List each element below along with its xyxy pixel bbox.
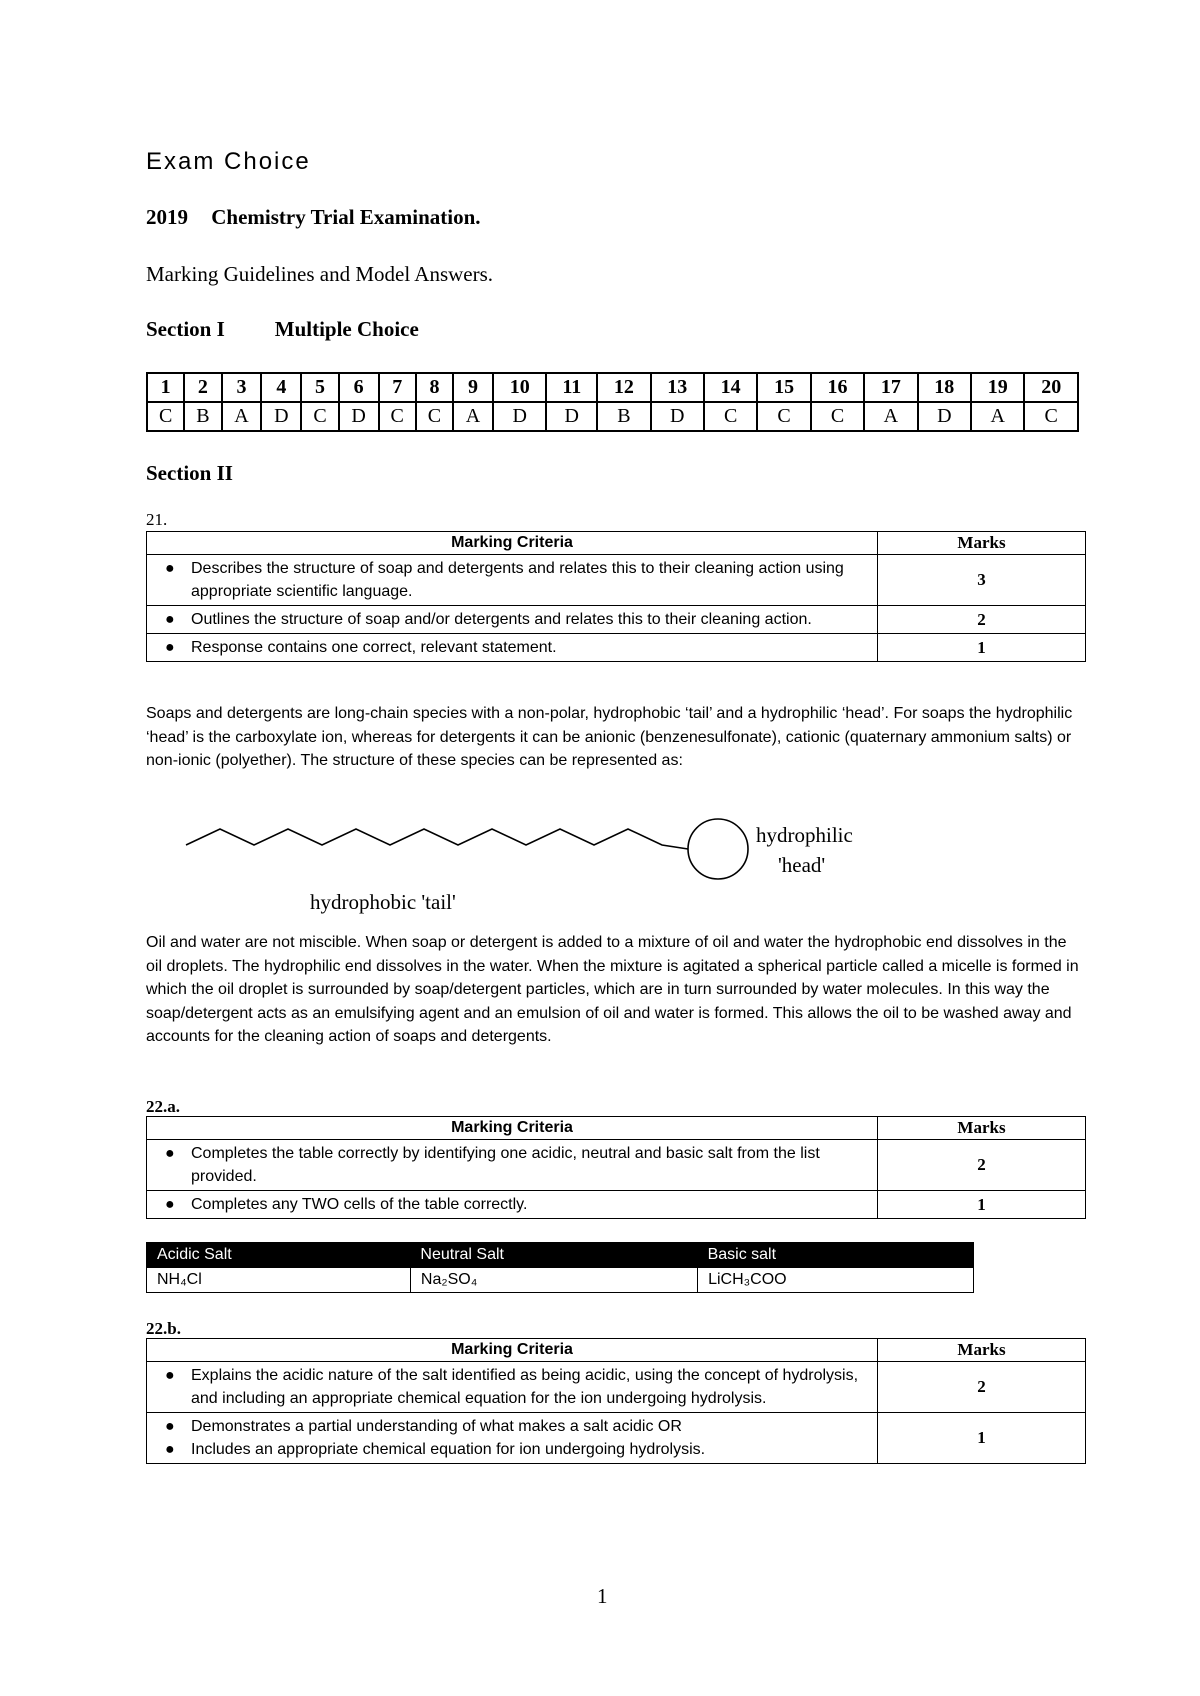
criteria-text: Completes any TWO cells of the table correctly. [191,1196,528,1213]
question-number: 13 [651,373,704,402]
exam-year: 2019 [146,205,188,229]
question-number: 16 [811,373,864,402]
criteria-row [147,606,1086,634]
criteria-row [147,1140,1086,1191]
question-number: 7 [379,373,416,402]
question-22a-label: 22.a. [146,1097,180,1116]
answer-letter: C [811,402,864,431]
tail-label: hydrophobic 'tail' [310,890,456,914]
hydrophobic-tail-chain [186,829,688,849]
bullet-icon: ● [165,611,175,628]
answer-letter: C [416,402,453,431]
criteria-text: Explains the acidic nature of the salt identified as being acidic, using the concept of hydrolysis, and including an appropriate chemical equation for the ion undergoing hydrolysis. [191,1367,859,1407]
answer-letter: D [339,402,379,431]
answer-letter: A [971,402,1024,431]
marks-value: 2 [878,606,1086,634]
answer-letter: C [147,402,184,431]
marks-value: 1 [878,634,1086,662]
criteria-text: Response contains one correct, relevant statement. [191,639,557,656]
answer-letter: C [301,402,338,431]
bullet-icon: ● [165,1418,175,1435]
salt-header: Acidic Salt [147,1243,411,1268]
head-label-line2: 'head' [778,853,826,877]
criteria-row [147,1413,1086,1464]
q22a-marking-criteria-table [146,1116,1086,1219]
answer-letter: C [704,402,757,431]
bullet-icon: ● [165,639,175,656]
section2-heading: Section II [146,461,233,485]
question-number: 11 [546,373,597,402]
question-number: 3 [222,373,262,402]
answer-letter: D [918,402,971,431]
answer-letter: D [546,402,597,431]
salt-header: Neutral Salt [410,1243,697,1268]
question-number: 19 [971,373,1024,402]
surfactant-structure-diagram [180,815,853,930]
question-22b-label: 22.b. [146,1319,181,1338]
q21-answer-paragraph-2: Oil and water are not miscible. When soap or detergent is added to a mixture of oil and water the hydrophobic end dissolves in the oil droplets. The hydrophilic end dissolves in the water. When the mixture is agitated a spherical particle called a micelle is formed in which the oil droplet is surrounded by soap/detergent particles, which are in turn surrounded by water molecules. In this way the soap/detergent acts as an emulsifying agent and an emulsion of oil and water is formed. This allows the oil to be washed away and accounts for the cleaning action of soaps and detergents. [146,934,1079,1045]
answer-letter: D [493,402,546,431]
marks-value: 1 [878,1191,1086,1219]
bullet-icon: ● [165,1145,175,1162]
marks-header: Marks [878,532,1086,555]
answer-row [147,402,1078,431]
criteria-row [147,634,1086,662]
criteria-header: Marking Criteria [147,1117,878,1140]
question-number-row [147,373,1078,402]
question-number: 17 [864,373,917,402]
marks-value: 2 [878,1140,1086,1191]
section1-heading [146,317,419,342]
basic-salt-value: LiCH₃COO [698,1268,974,1293]
question-number: 15 [757,373,810,402]
marks-header: Marks [878,1117,1086,1140]
answer-letter: B [597,402,650,431]
section1-label: Section I [146,317,225,341]
bullet-icon: ● [165,560,175,577]
marks-header: Marks [878,1339,1086,1362]
question-21-label: 21. [146,510,168,529]
q21-marking-criteria-table [146,531,1086,662]
answer-letter: C [757,402,810,431]
answer-letter: B [184,402,221,431]
question-number: 1 [147,373,184,402]
section1-title: Multiple Choice [274,317,419,341]
question-number: 4 [261,373,301,402]
answer-letter: A [222,402,262,431]
bullet-icon: ● [165,1441,175,1458]
brand-heading: Exam Choice [146,148,311,175]
marks-value: 1 [878,1413,1086,1464]
question-number: 10 [493,373,546,402]
criteria-text: Demonstrates a partial understanding of what makes a salt acidic OR [191,1418,682,1435]
exam-title [146,205,481,230]
question-number: 2 [184,373,221,402]
salt-header: Basic salt [698,1243,974,1268]
answer-letter: C [379,402,416,431]
answer-letter: D [651,402,704,431]
answer-letter: C [1024,402,1078,431]
criteria-text: Describes the structure of soap and detergents and relates this to their cleaning action using appropriate scientific language. [191,560,844,600]
answer-letter: D [261,402,301,431]
salt-classification-table [146,1242,974,1293]
criteria-header: Marking Criteria [147,1339,878,1362]
question-number: 8 [416,373,453,402]
bullet-icon: ● [165,1196,175,1213]
head-label-line1: hydrophilic [756,823,853,847]
criteria-text: Outlines the structure of soap and/or detergents and relates this to their cleaning action. [191,611,812,628]
criteria-text: Completes the table correctly by identifying one acidic, neutral and basic salt from the list provided. [191,1145,820,1185]
criteria-row [147,1362,1086,1413]
question-number: 18 [918,373,971,402]
question-number: 5 [301,373,338,402]
criteria-row [147,555,1086,606]
marks-value: 2 [878,1362,1086,1413]
document-subtitle: Marking Guidelines and Model Answers. [146,262,494,286]
multiple-choice-answer-table [146,372,1079,432]
criteria-header: Marking Criteria [147,532,878,555]
question-number: 20 [1024,373,1078,402]
page-number: 1 [597,1584,608,1608]
answer-letter: A [864,402,917,431]
bullet-icon: ● [165,1367,175,1384]
marks-value: 3 [878,555,1086,606]
question-number: 12 [597,373,650,402]
question-number: 6 [339,373,379,402]
question-number: 9 [453,373,493,402]
neutral-salt-value: Na₂SO₄ [410,1268,697,1293]
answer-letter: A [453,402,493,431]
hydrophilic-head-circle [688,819,748,879]
acidic-salt-value: NH₄Cl [147,1268,411,1293]
question-number: 14 [704,373,757,402]
q21-answer-paragraph-1: Soaps and detergents are long-chain species with a non-polar, hydrophobic ‘tail’ and a hydrophilic ‘head’. For soaps the hydrophilic ‘head’ is the carboxylate ion, whereas for detergents it can be anionic (benzenesulfonate), cationic (quaternary ammonium salts) or non-ionic (polyether). The structure of these species can be represented as: [146,705,1073,769]
exam-name: Chemistry Trial Examination. [211,205,481,229]
q22b-marking-criteria-table [146,1338,1086,1464]
criteria-row [147,1191,1086,1219]
criteria-text: Includes an appropriate chemical equation for ion undergoing hydrolysis. [191,1441,706,1458]
